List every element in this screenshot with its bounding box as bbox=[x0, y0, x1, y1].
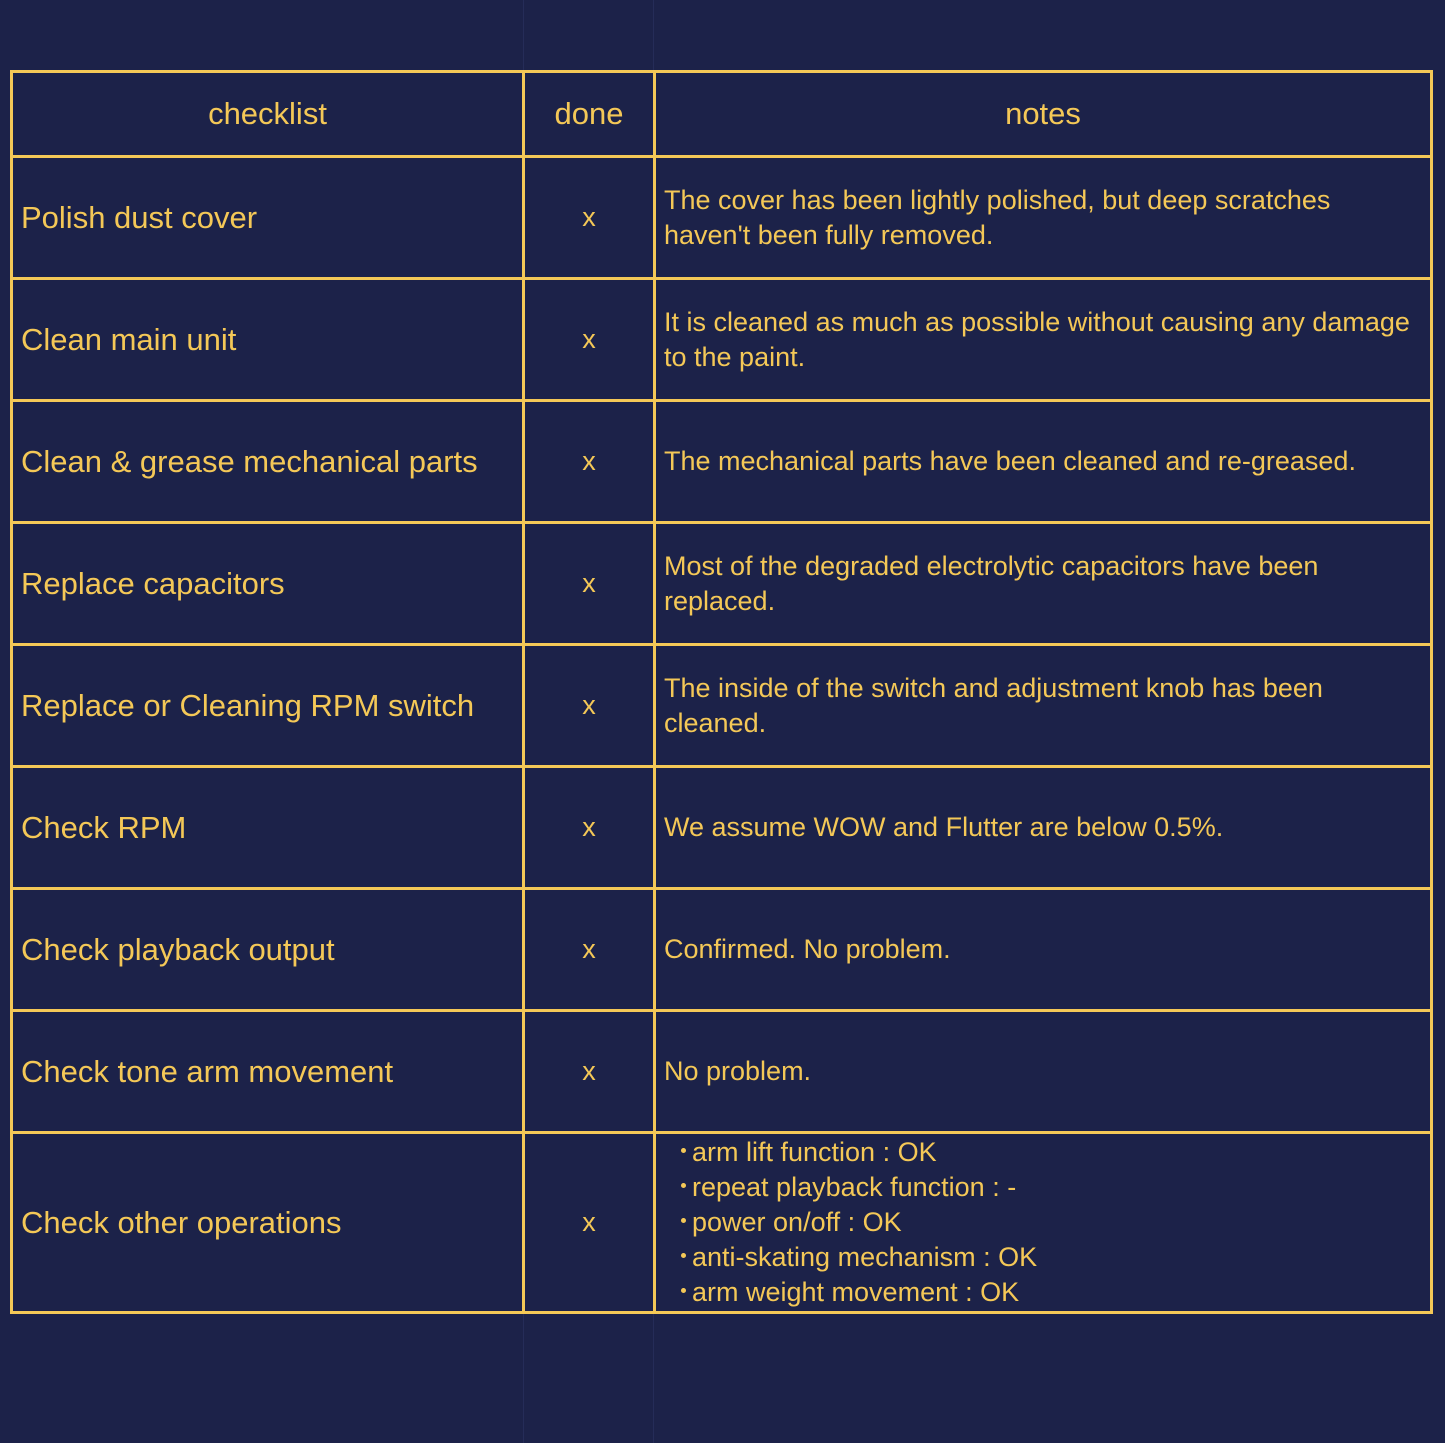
list-item-text: anti-skating mechanism : OK bbox=[692, 1242, 1038, 1272]
done-mark: x bbox=[524, 157, 655, 279]
list-item-text: power on/off : OK bbox=[692, 1207, 902, 1237]
notes-cell: No problem. bbox=[655, 1011, 1432, 1133]
restoration-checklist-table bbox=[10, 70, 1433, 1314]
notes-cell: Most of the degraded electrolytic capacitors have been replaced. bbox=[655, 523, 1432, 645]
done-mark: x bbox=[524, 889, 655, 1011]
list-item bbox=[670, 1205, 1422, 1240]
table-row bbox=[12, 889, 1432, 1011]
table-row bbox=[12, 157, 1432, 279]
notes-cell: The cover has been lightly polished, but deep scratches haven't been fully removed. bbox=[655, 157, 1432, 279]
list-item bbox=[670, 1170, 1422, 1205]
list-item bbox=[670, 1275, 1422, 1310]
done-mark: x bbox=[524, 523, 655, 645]
notes-cell: Confirmed. No problem. bbox=[655, 889, 1432, 1011]
task-cell: Clean main unit bbox=[12, 279, 524, 401]
operations-list bbox=[664, 1135, 1422, 1310]
task-cell: Replace capacitors bbox=[12, 523, 524, 645]
list-item-text: arm lift function : OK bbox=[692, 1137, 937, 1167]
done-mark: x bbox=[524, 645, 655, 767]
list-item bbox=[670, 1240, 1422, 1275]
done-mark: x bbox=[524, 1133, 655, 1313]
bullet-dot-icon: ・ bbox=[670, 1242, 697, 1272]
list-item-text: repeat playback function : - bbox=[692, 1172, 1017, 1202]
notes-cell: The mechanical parts have been cleaned and re-greased. bbox=[655, 401, 1432, 523]
list-item-text: arm weight movement : OK bbox=[692, 1277, 1020, 1307]
task-cell: Check RPM bbox=[12, 767, 524, 889]
table-row bbox=[12, 401, 1432, 523]
bullet-dot-icon: ・ bbox=[670, 1137, 697, 1167]
done-mark: x bbox=[524, 767, 655, 889]
notes-cell: It is cleaned as much as possible without causing any damage to the paint. bbox=[655, 279, 1432, 401]
bullet-dot-icon: ・ bbox=[670, 1172, 697, 1202]
table-row bbox=[12, 767, 1432, 889]
bullet-dot-icon: ・ bbox=[670, 1207, 697, 1237]
table-row bbox=[12, 279, 1432, 401]
task-cell: Check playback output bbox=[12, 889, 524, 1011]
table-header-row bbox=[12, 72, 1432, 157]
table-row bbox=[12, 1011, 1432, 1133]
done-mark: x bbox=[524, 401, 655, 523]
notes-cell: We assume WOW and Flutter are below 0.5%. bbox=[655, 767, 1432, 889]
task-cell: Clean & grease mechanical parts bbox=[12, 401, 524, 523]
header-done: done bbox=[524, 72, 655, 157]
task-cell: Check tone arm movement bbox=[12, 1011, 524, 1133]
list-item bbox=[670, 1135, 1422, 1170]
table-row bbox=[12, 645, 1432, 767]
done-mark: x bbox=[524, 1011, 655, 1133]
task-cell: Polish dust cover bbox=[12, 157, 524, 279]
notes-cell bbox=[655, 1133, 1432, 1313]
header-notes: notes bbox=[655, 72, 1432, 157]
notes-cell: The inside of the switch and adjustment knob has been cleaned. bbox=[655, 645, 1432, 767]
header-checklist: checklist bbox=[12, 72, 524, 157]
table-row bbox=[12, 523, 1432, 645]
task-cell: Check other operations bbox=[12, 1133, 524, 1313]
table-row bbox=[12, 1133, 1432, 1313]
task-cell: Replace or Cleaning RPM switch bbox=[12, 645, 524, 767]
done-mark: x bbox=[524, 279, 655, 401]
bullet-dot-icon: ・ bbox=[670, 1277, 697, 1307]
